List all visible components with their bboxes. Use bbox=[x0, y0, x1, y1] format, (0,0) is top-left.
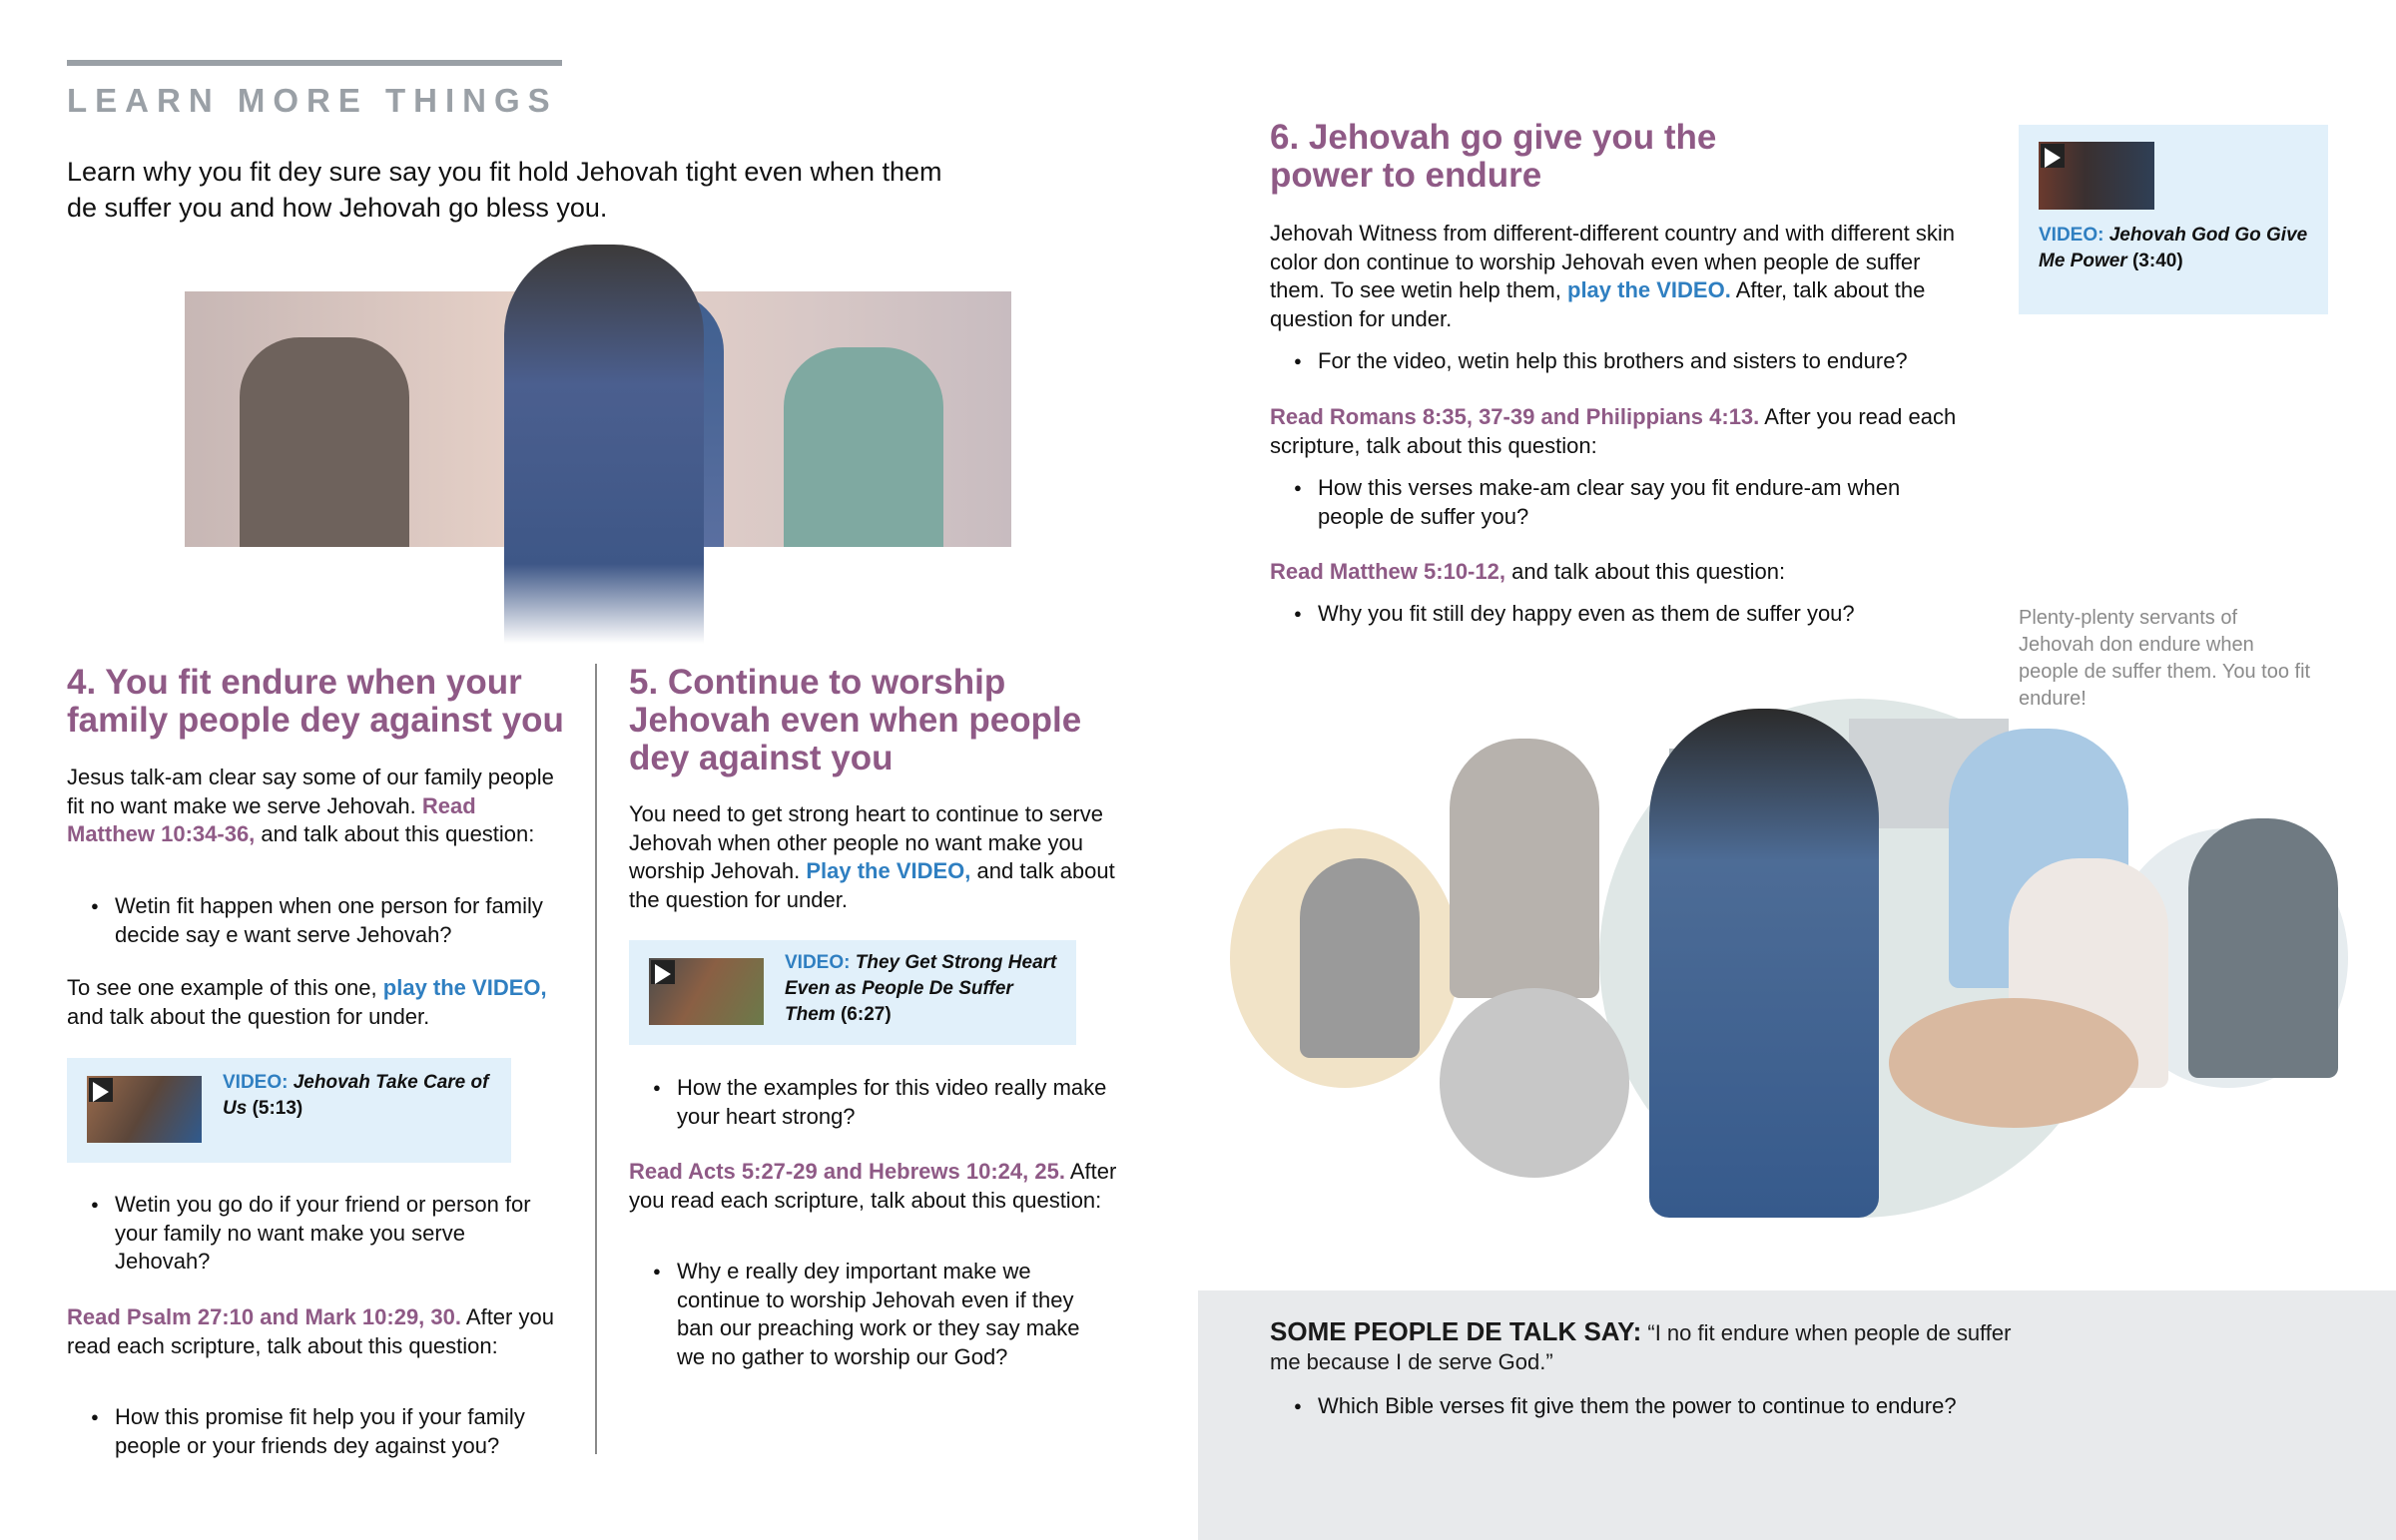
person-figure bbox=[1300, 858, 1420, 1058]
section-6-para-1-text: Jehovah Witness from different-different country and with different skin color don continue to worship Jehovah even when people de suffer them. To see wetin help them, bbox=[1270, 221, 1956, 302]
video-duration: (6:27) bbox=[840, 1004, 892, 1025]
mother-figure bbox=[784, 347, 943, 547]
video-title[interactable]: They Get Strong Heart Even as People De Suffer Them bbox=[785, 952, 1057, 1025]
video-thumbnail[interactable] bbox=[2039, 142, 2154, 210]
video-caption bbox=[2039, 223, 2308, 274]
man-figure bbox=[240, 337, 409, 547]
list-item: ● Why e really dey important make we continue to worship Jehovah even if they ban our preaching work or they say make we no gather to worship our God? bbox=[629, 1258, 1108, 1371]
play-icon[interactable] bbox=[2041, 144, 2065, 168]
video-caption bbox=[785, 950, 1064, 1028]
column-divider bbox=[595, 664, 597, 1454]
section-4-para-1 bbox=[67, 764, 566, 849]
section-6-para-1 bbox=[1270, 220, 1969, 333]
section-6-para-2-tail: After you read each scripture, talk about this question: bbox=[1270, 404, 1957, 458]
list-item: ● Wetin you go do if your friend or person for your family no want make you serve Jehovah? bbox=[67, 1191, 566, 1277]
section-4-para-2 bbox=[67, 974, 566, 1031]
play-icon[interactable] bbox=[651, 960, 675, 984]
list-item: ● Why you fit still dey happy even as them de suffer you? bbox=[1270, 600, 1969, 629]
list-item: ● Which Bible verses fit give them the power to continue to endure? bbox=[1270, 1392, 2069, 1421]
image-caption: Plenty-plenty servants of Jehovah don endure when people de suffer them. You too fit endure! bbox=[2019, 607, 2311, 710]
witnesses-collage bbox=[1230, 699, 2348, 1218]
play-video-link[interactable]: Play the VIDEO, bbox=[806, 858, 971, 883]
video-label: VIDEO: bbox=[785, 952, 851, 973]
section-4-title: 4. You fit endure when your family people dey against you bbox=[67, 663, 564, 740]
section-6-para-1-tail: After, talk about the question for under. bbox=[1270, 277, 1926, 331]
section-6-bullets-1 bbox=[1270, 347, 1969, 376]
person-figure bbox=[2188, 818, 2338, 1078]
video-box-jehovah-take-care[interactable] bbox=[67, 1058, 511, 1163]
section-4-para-2-tail: and talk about the question for under. bbox=[67, 1003, 430, 1029]
video-thumbnail[interactable] bbox=[87, 1076, 202, 1143]
section-6-bullets-3 bbox=[1270, 600, 1969, 629]
intro-text: Learn why you fit dey sure say you fit hold Jehovah tight even when them de suffer you and how Jehovah go bless you. bbox=[67, 157, 942, 223]
scripture-link-matthew-5[interactable]: Read Matthew 5:10-12, bbox=[1270, 559, 1505, 584]
section-6-bullets-2 bbox=[1270, 474, 1969, 531]
video-caption bbox=[223, 1070, 492, 1122]
section-4-para-1-tail: and talk about this question: bbox=[261, 821, 535, 846]
prisoner-figure bbox=[1649, 709, 1879, 1218]
list-item: ● How this verses make-am clear say you fit endure-am when people de suffer you? bbox=[1270, 474, 1969, 531]
section-4-bullets-3 bbox=[67, 1403, 566, 1460]
section-4-bullets-1 bbox=[67, 892, 566, 949]
section-5-para-2 bbox=[629, 1158, 1128, 1215]
play-icon[interactable] bbox=[89, 1078, 113, 1102]
section-4-bullets-2 bbox=[67, 1191, 566, 1277]
scripture-link-matthew-10[interactable]: Read Matthew 10:34-36, bbox=[67, 792, 476, 846]
play-video-link[interactable]: play the VIDEO. bbox=[1567, 277, 1731, 302]
video-box-god-power[interactable] bbox=[2019, 125, 2328, 314]
section-5-para-1 bbox=[629, 800, 1128, 914]
section-4-para-3-tail: After you read each scripture, talk about this question: bbox=[67, 1304, 554, 1358]
section-6-para-2 bbox=[1270, 403, 1969, 460]
scripture-link-psalm-27[interactable]: Read Psalm 27:10 and Mark 10:29, 30. bbox=[67, 1304, 461, 1329]
some-people-quote: “I no fit endure when people de suffer me because I de serve God.” bbox=[1270, 1320, 2012, 1374]
header-rule bbox=[67, 60, 562, 66]
section-5-bullets-1 bbox=[629, 1074, 1108, 1131]
central-woman bbox=[504, 245, 704, 644]
list-item: ● For the video, wetin help this brothers and sisters to endure? bbox=[1270, 347, 1969, 376]
group-figures bbox=[1889, 998, 2138, 1128]
section-6-para-3 bbox=[1270, 558, 1969, 587]
section-6-para-3-tail: and talk about this question: bbox=[1511, 559, 1786, 584]
video-thumbnail[interactable] bbox=[649, 958, 764, 1025]
scripture-link-romans-8[interactable]: Read Romans 8:35, 37-39 and Philippians 4:13. bbox=[1270, 404, 1760, 429]
play-video-link[interactable]: play the VIDEO, bbox=[382, 975, 547, 1000]
section-5-para-2-tail: After you read each scripture, talk about this question: bbox=[629, 1159, 1117, 1213]
scripture-link-acts-5[interactable]: Read Acts 5:27-29 and Hebrews 10:24, 25. bbox=[629, 1159, 1065, 1184]
section-5-para-1-tail: and talk about the question for under. bbox=[629, 858, 1115, 912]
video-title[interactable]: Jehovah God Go Give Me Power bbox=[2039, 225, 2308, 271]
video-duration: (5:13) bbox=[252, 1098, 303, 1119]
video-title[interactable]: Jehovah Take Care of Us bbox=[223, 1072, 489, 1119]
video-box-strong-heart[interactable] bbox=[629, 940, 1076, 1045]
section-4-para-1-text: Jesus talk-am clear say some of our family people fit no want make we serve Jehovah. bbox=[67, 765, 554, 818]
video-label: VIDEO: bbox=[2039, 225, 2104, 246]
section-label: LEARN MORE THINGS bbox=[67, 82, 558, 119]
list-item: ● How this promise fit help you if your family people or your friends dey against you? bbox=[67, 1403, 566, 1460]
some-people-bullets bbox=[1270, 1392, 2069, 1421]
person-figure bbox=[1450, 739, 1599, 998]
section-5-para-1-text: You need to get strong heart to continue to serve Jehovah when other people no want make you worship Jehovah. bbox=[629, 801, 1103, 883]
list-item: ● Wetin fit happen when one person for family decide say e want serve Jehovah? bbox=[67, 892, 566, 949]
section-5-bullets-2 bbox=[629, 1258, 1108, 1371]
list-item: ● How the examples for this video really make your heart strong? bbox=[629, 1074, 1108, 1131]
section-6-title: 6. Jehovah go give you the power to endure bbox=[1270, 118, 1717, 195]
video-label: VIDEO: bbox=[223, 1072, 289, 1093]
some-people-lead: SOME PEOPLE DE TALK SAY: bbox=[1270, 1316, 1642, 1346]
video-duration: (3:40) bbox=[2131, 251, 2183, 271]
section-4-para-2-text: To see one example of this one, bbox=[67, 975, 377, 1000]
some-people-text bbox=[1270, 1317, 2029, 1376]
section-5-title: 5. Continue to worship Jehovah even when people dey against you bbox=[629, 663, 1082, 777]
group-photo bbox=[1440, 988, 1629, 1178]
section-4-para-3 bbox=[67, 1303, 566, 1360]
